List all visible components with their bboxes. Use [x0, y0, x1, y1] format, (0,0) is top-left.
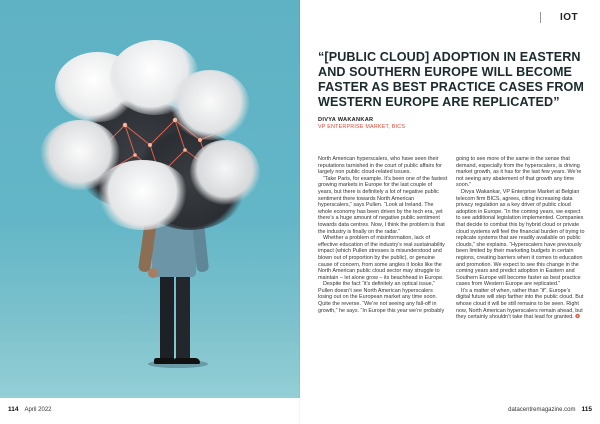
body-paragraph: Whether a problem of misinformation, lack of effective education of the industry’s real sustainability impact (which Pullen stresses is misunderstood and blown out of proportion by the public), or genuine cause of concern, from some angles it looks like the North American public cloud sector may struggle to maintain – let alone grow – its beachhead in Europe.	[318, 235, 445, 281]
issue-date: April 2022	[24, 407, 52, 413]
page-number-left: 114	[8, 406, 19, 413]
folio-left	[8, 406, 52, 413]
body-paragraph: Divya Wakankar, VP Enterprise Market at Belgian telecom firm BICS, agrees, citing increasing data privacy regulation as a key driver of public cloud adoption in Europe. “In the coming years, we expect to see additional legislation implemented. Companies that decide to combat this by hybrid cloud or private cloud systems will feel the financial burden of trying to replicate systems that are readily available on public clouds,” she explains. “Hyperscalers have previously been limited by their marketing budgets in certain regions, creating barriers when it comes to education and promotion. We expect to see this change in the coming years and predict adoption in Eastern and Southern Europe will become faster as best practice cases from Western Europe are replicated.”	[456, 188, 585, 288]
body-paragraph	[456, 288, 586, 321]
section-label: IOT	[560, 12, 579, 23]
body-paragraph-text: It’s a matter of when, rather than “if”. Europe’s digital future will step farther into the public cloud. But whose cloud it will be still remains to be seen. Right now, North American hyperscalers remain ahead, but they certainly shouldn’t take that lead for granted.	[456, 287, 584, 321]
person-hand	[148, 268, 158, 278]
pull-quote: “[PUBLIC CLOUD] ADOPTION IN EASTERN AND SOUTHERN EUROPE WILL BECOME FASTER AS BEST PRACTICE CASES FROM WESTERN EUROPE ARE REPLICATED”	[318, 50, 585, 109]
byline-role: VP ENTERPRISE MARKET, BICS	[318, 124, 406, 130]
body-column-1	[318, 156, 448, 314]
person-legs	[160, 270, 174, 362]
body-paragraph: “Take Paris, for example. It’s been one of the fastest growing markets in Europe for the last couple of years, but there is definitely a lot of negative public sentiment there towards North American hyperscalers,” says Pullen. “Look at Ireland. The whole economy has been driven by the tech era, yet there’s a huge amount of negative public sentiment towards data centres. Now, I think the problem is that the industry is finally on the radar.”	[318, 175, 448, 235]
body-paragraph: North American hyperscalers, who have seen their reputations tarnished in the court of public affairs for largely non public cloud-related issues.	[318, 156, 442, 176]
page-gutter	[299, 0, 301, 424]
cover-photo	[0, 0, 300, 398]
end-mark-icon: ❂	[575, 314, 580, 321]
body-column-2	[456, 156, 586, 321]
person-legs	[176, 270, 190, 362]
page-number-right: 115	[581, 406, 592, 413]
website-link[interactable]: datacentremagazine.com	[508, 407, 576, 413]
section-divider	[540, 12, 555, 23]
cloud-puff	[190, 140, 260, 205]
byline-name: DIVYA WAKANKAR	[318, 117, 374, 123]
person-shoe	[154, 358, 176, 364]
folio-right	[508, 406, 592, 413]
body-paragraph: Despite the fact “it’s definitely an optical issue,” Pullen doesn’t see North American hyperscalers losing out on the European market any time soon. Quite the reverse. “We’re not seeing any fall-off in growth,” he says. “In Europe this year we’re probably	[318, 281, 445, 314]
person-shoe	[174, 358, 200, 364]
cloud-puff	[170, 70, 250, 140]
cloud-puff	[95, 160, 190, 230]
body-paragraph: going to see more of the same in the sense that demand, especially from the hyperscalers, is driving market growth, as it has for the last few years. We’re not seeing any abatement of that growth any time soon.”	[456, 156, 582, 189]
